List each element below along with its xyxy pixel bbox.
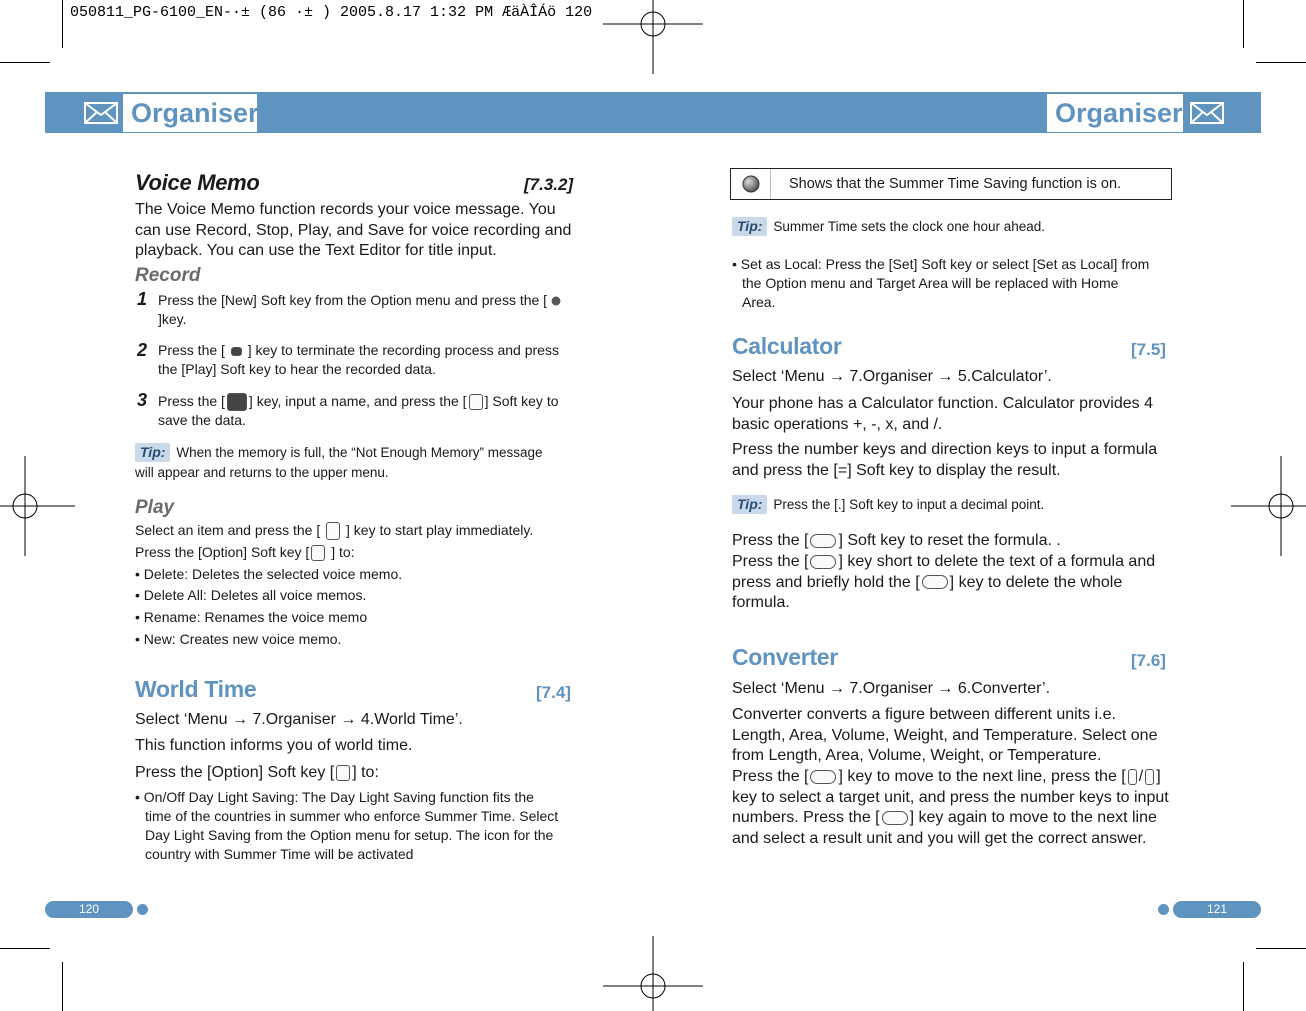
envelope-icon bbox=[84, 102, 118, 124]
registration-mark bbox=[1231, 456, 1306, 556]
registration-mark bbox=[0, 456, 75, 556]
page-number-left: 120 bbox=[45, 901, 133, 918]
option-soft-key-icon bbox=[336, 765, 350, 781]
step-2-text: Press the [ ] key to terminate the recording process and press the [Play] Soft key to hear the recorded data. bbox=[158, 342, 559, 377]
option-soft-key-icon bbox=[311, 545, 325, 561]
step-number: 3 bbox=[137, 390, 148, 410]
world-time-ref: [7.4] bbox=[536, 683, 571, 702]
converter-select: Select ‘Menu → 7.Organiser → 6.Converter’. bbox=[732, 680, 1051, 697]
header-title-left: Organiser bbox=[123, 94, 257, 132]
record-heading: Record bbox=[135, 265, 201, 286]
voice-memo-intro: The Voice Memo function records your voice message. You can use Record, Stop, Play, and Save for voice recording and playback. You can use the Text Editor for title input. bbox=[135, 201, 572, 259]
play-key-icon bbox=[326, 522, 340, 540]
envelope-icon bbox=[1190, 102, 1224, 124]
save-key-icon bbox=[227, 393, 247, 411]
summer-time-box-text: Shows that the Summer Time Saving function is on. bbox=[789, 176, 1122, 192]
world-time-desc: This function informs you of world time. bbox=[135, 737, 413, 754]
summer-time-icon bbox=[741, 174, 761, 194]
play-bullet: • Rename: Renames the voice memo bbox=[135, 609, 368, 625]
step-1-text: Press the [New] Soft key from the Option menu and press the [ ]key. bbox=[158, 291, 573, 329]
registration-mark bbox=[603, 936, 703, 1011]
crop-mark bbox=[1243, 0, 1244, 48]
calculator-ref: [7.5] bbox=[1131, 340, 1166, 359]
registration-mark bbox=[603, 0, 703, 74]
summer-time-cell bbox=[731, 169, 771, 199]
stop-key-icon bbox=[231, 347, 242, 356]
calculator-title: Calculator bbox=[732, 333, 842, 359]
right-nav-key-icon bbox=[1145, 769, 1154, 785]
world-time-bullet: • On/Off Day Light Saving: The Day Light Saving function fits the time of the countries in summer who enforce Summer Time. Select Day Light Saving from the Option menu for setup. The icon for the country with Summer Time will be activated bbox=[135, 789, 559, 862]
crop-mark bbox=[1256, 62, 1306, 63]
ok-key-icon bbox=[810, 770, 836, 784]
converter-p1: Converter converts a figure between different units i.e. Length, Area, Volume, Weight, and Temperature. Select one from Length, Area, Volume, Weight, or Temperature. bbox=[732, 706, 1158, 764]
clear-key-icon bbox=[810, 534, 836, 548]
step-3-text: Press the [ ] key, input a name, and press the [ ] Soft key to save the data. bbox=[158, 393, 559, 429]
play-bullet: • New: Creates new voice memo. bbox=[135, 631, 342, 647]
tip-badge: Tip: bbox=[732, 495, 767, 514]
step-number: 2 bbox=[137, 340, 148, 360]
world-time-select: Select ‘Menu → 7.Organiser → 4.World Time’. bbox=[135, 711, 463, 728]
converter-ref: [7.6] bbox=[1131, 651, 1166, 670]
converter-p2: Press the [ ] key to move to the next line, press the [ / ] key to select a target unit, and press the number keys to input numbers. Press the [ ] key again to move to the next line and select a result unit and you will get the correct answer. bbox=[732, 768, 1169, 847]
tip-badge: Tip: bbox=[135, 443, 170, 462]
step-number: 1 bbox=[137, 289, 148, 309]
clear-key-icon bbox=[810, 555, 836, 569]
calculator-p2: Press the number keys and direction keys to input a formula and press the [=] Soft key to display the result. bbox=[732, 441, 1158, 479]
voice-memo-ref: [7.3.2] bbox=[524, 175, 574, 194]
left-nav-key-icon bbox=[1128, 769, 1137, 785]
play-bullet: • Delete: Deletes the selected voice memo. bbox=[135, 566, 403, 582]
calculator-reset: Press the [ ] Soft key to reset the formula. . bbox=[732, 532, 1061, 549]
ok-key-icon bbox=[882, 811, 908, 825]
header-title-right: Organiser bbox=[1047, 94, 1183, 132]
play-line-1: Select an item and press the [ ] key to start play immediately. bbox=[135, 521, 575, 540]
record-key-icon bbox=[549, 295, 563, 307]
play-heading: Play bbox=[135, 497, 175, 518]
footer-dot bbox=[1158, 904, 1169, 915]
calculator-tip: Tip: Press the [.] Soft key to input a decimal point. bbox=[732, 495, 1172, 515]
voice-memo-title: Voice Memo bbox=[135, 170, 260, 195]
crop-mark bbox=[62, 962, 63, 1011]
clear-key-icon bbox=[922, 575, 948, 589]
print-header: 050811_PG-6100_EN-·± (86 ·± ) 2005.8.17 1:32 PM ÆäÀÎÁö 120 bbox=[70, 4, 593, 21]
world-time-title: World Time bbox=[135, 676, 257, 702]
soft-key-icon bbox=[469, 394, 483, 410]
summer-time-info-box bbox=[730, 168, 1172, 200]
crop-mark bbox=[62, 0, 63, 48]
page-number-right: 121 bbox=[1173, 901, 1261, 918]
footer-dot bbox=[137, 904, 148, 915]
play-bullet: • Delete All: Deletes all voice memos. bbox=[135, 587, 367, 603]
crop-mark bbox=[1256, 948, 1306, 949]
calculator-delete: Press the [ ] key short to delete the text of a formula and press and briefly hold the [ ] key to delete the whole formula. bbox=[732, 553, 1156, 611]
play-line-2: Press the [Option] Soft key [ ] to: bbox=[135, 544, 355, 560]
converter-title: Converter bbox=[732, 644, 838, 670]
crop-mark bbox=[0, 948, 50, 949]
crop-mark bbox=[1243, 962, 1244, 1011]
set-as-local-bullet: • Set as Local: Press the [Set] Soft key or select [Set as Local] from the Option menu and Target Area will be replaced with Home Area. bbox=[732, 256, 1150, 310]
world-time-option: Press the [Option] Soft key [ ] to: bbox=[135, 764, 379, 781]
voice-memo-tip: Tip: When the memory is full, the “Not Enough Memory” message will appear and returns to the upper menu. bbox=[135, 444, 543, 480]
calculator-p1: Your phone has a Calculator function. Calculator provides 4 basic operations +, -, x, and /. bbox=[732, 395, 1153, 433]
calculator-select: Select ‘Menu → 7.Organiser → 5.Calculator’. bbox=[732, 368, 1052, 385]
tip-badge: Tip: bbox=[732, 217, 767, 236]
crop-mark bbox=[0, 62, 50, 63]
summer-time-tip: Tip: Summer Time sets the clock one hour ahead. bbox=[732, 217, 1172, 237]
